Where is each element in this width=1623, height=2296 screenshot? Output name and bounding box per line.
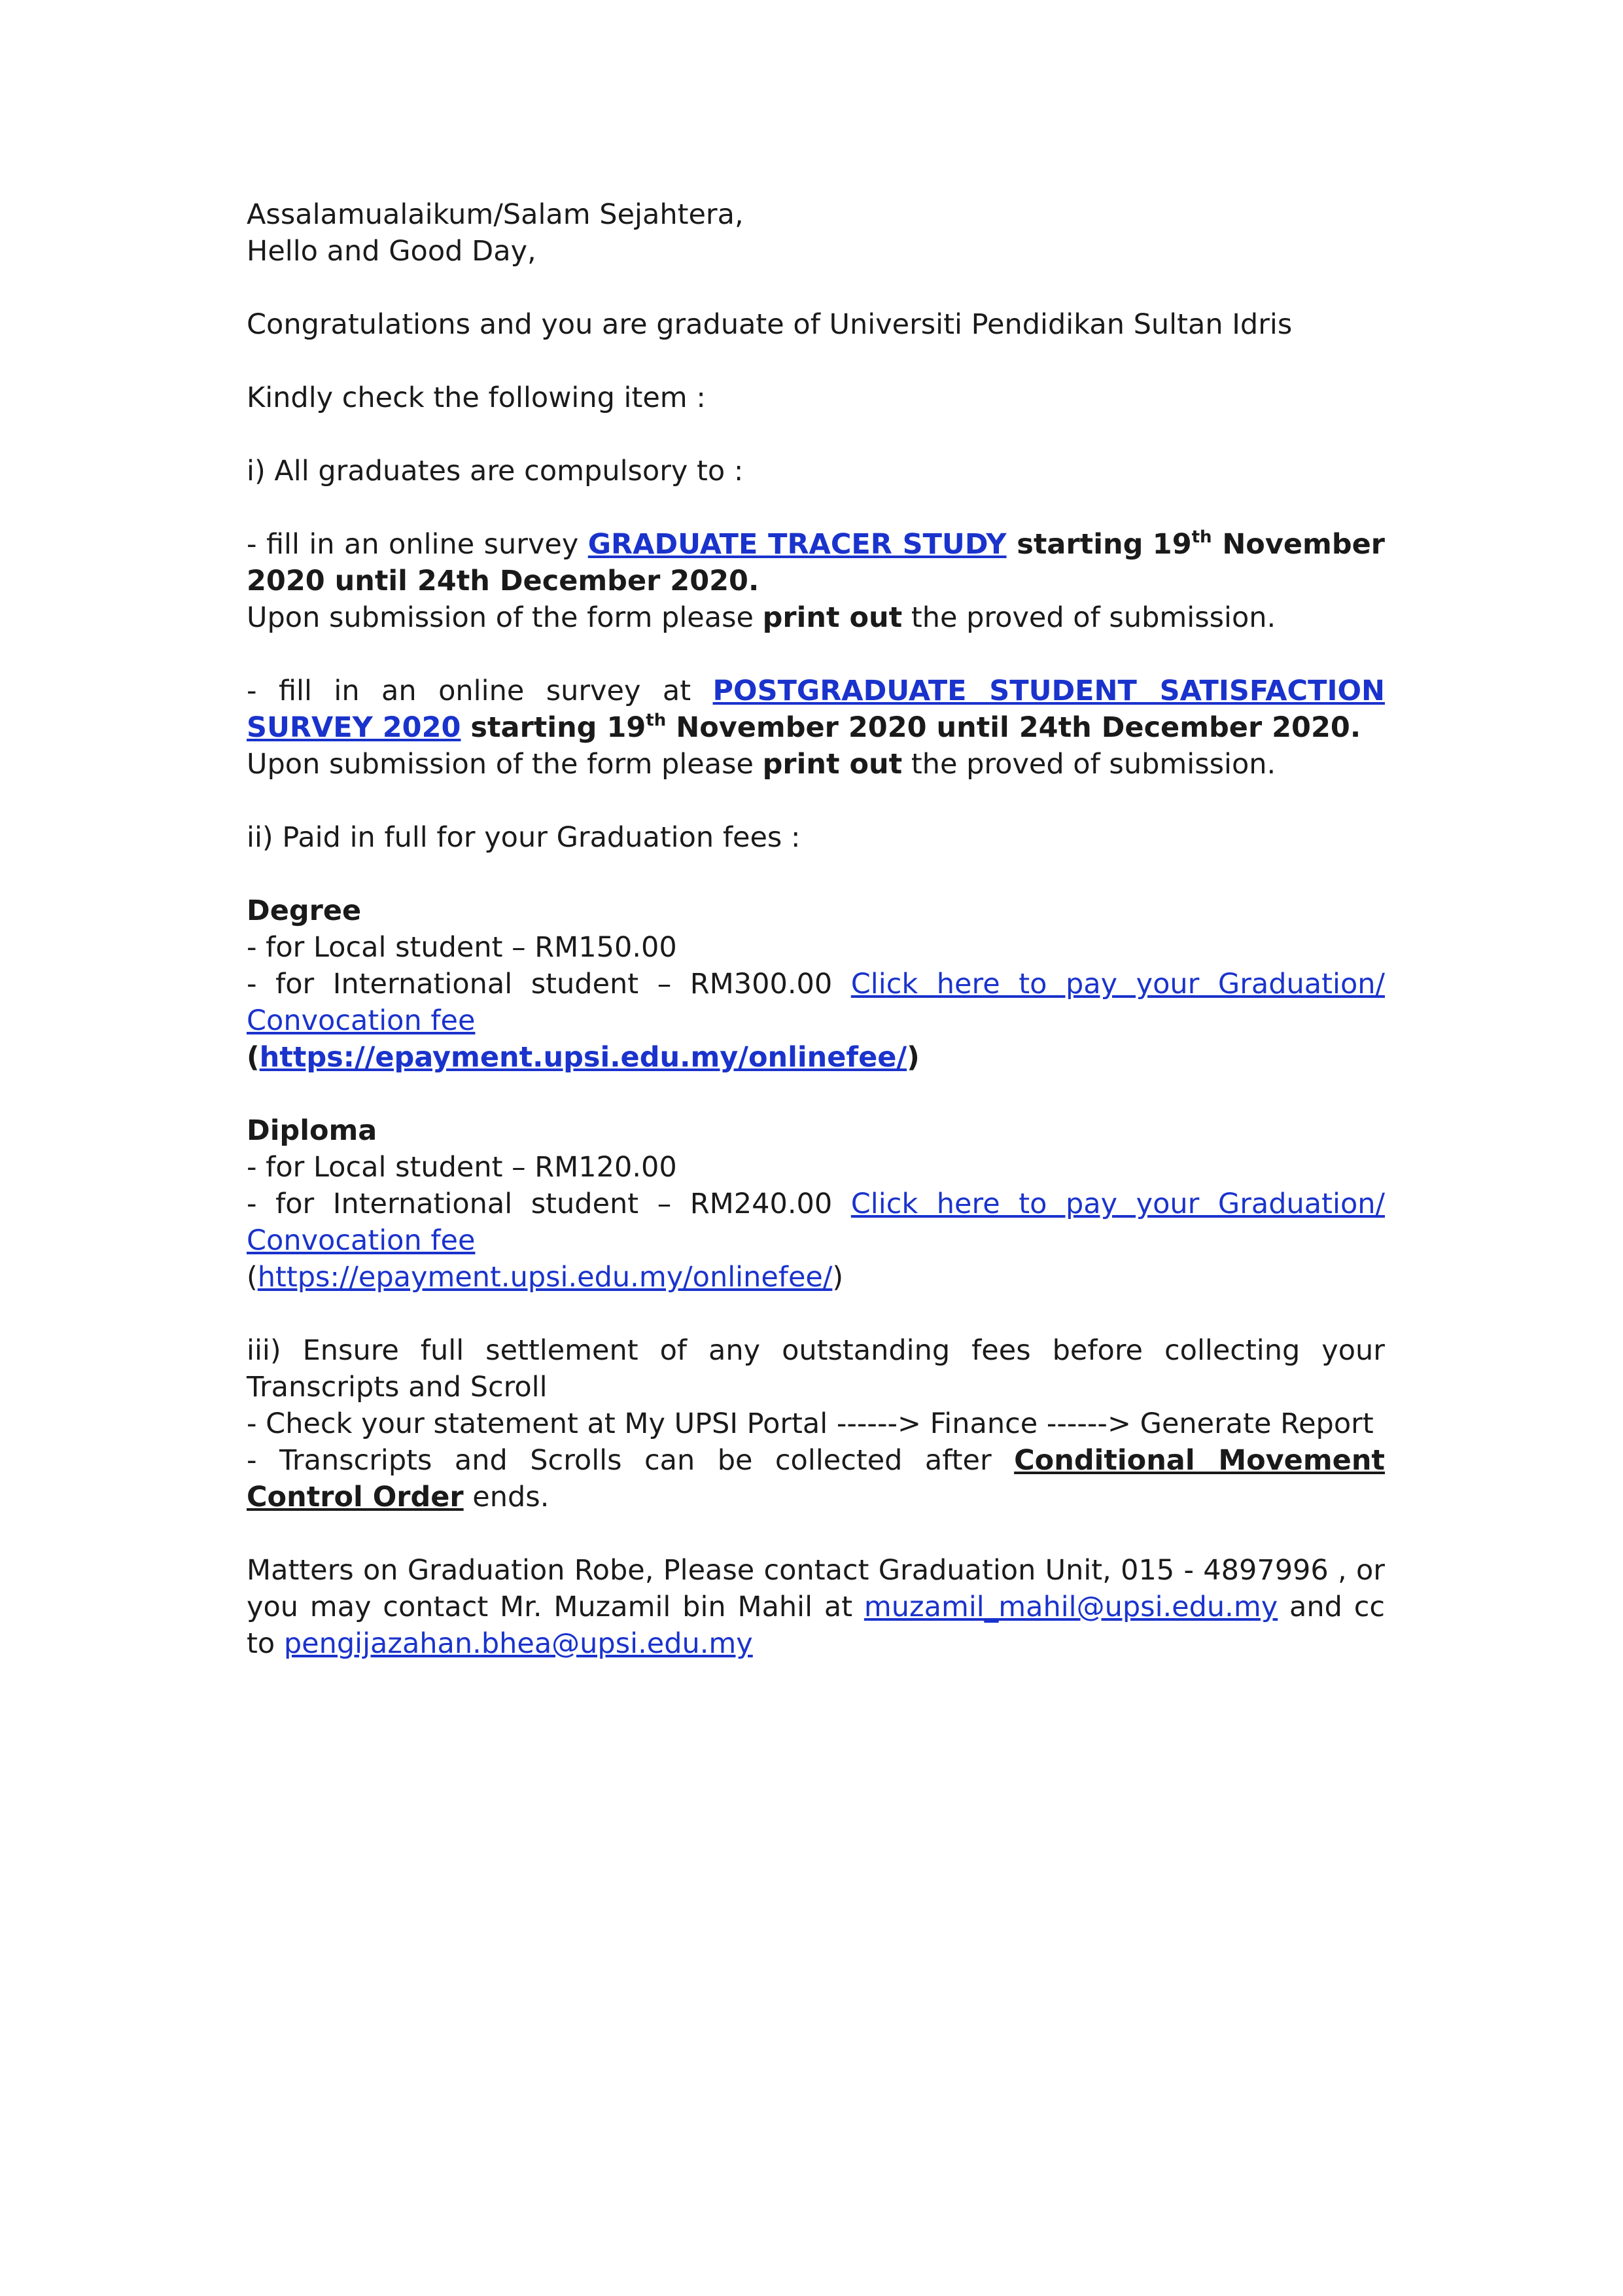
diploma-url-close: ) <box>832 1261 844 1294</box>
survey-2-note-bold: print out <box>762 748 903 781</box>
degree-local-fee: - for Local student – RM150.00 <box>247 931 677 964</box>
contact-text-a: Matters on Graduation Robe, Please contact Graduation Unit, 015 - 4897996 , or you may contact Mr. Muzamil bin Mahil at <box>247 1554 1385 1623</box>
diploma-payment-url <box>247 1259 1385 1296</box>
pengijazahan-email-link[interactable]: pengijazahan.bhea@upsi.edu.my <box>283 1627 753 1660</box>
letter-body <box>247 196 1385 1662</box>
degree-url-close: ) <box>907 1041 920 1074</box>
graduate-tracer-study-link[interactable]: GRADUATE TRACER STUDY <box>587 528 1007 561</box>
survey-1-note <box>247 599 1385 636</box>
survey-1-starting: starting <box>1006 528 1143 561</box>
congratulations-text: Congratulations and you are graduate of Universiti Pendidikan Sultan Idris <box>247 308 1293 341</box>
survey-1-start-day-suffix: th <box>1191 527 1212 547</box>
survey-2-paragraph <box>247 673 1385 746</box>
survey-1-start-day: 19 <box>1152 528 1192 561</box>
degree-payment-url <box>247 1039 1385 1076</box>
survey-2-note-text-b: the proved of submission. <box>902 748 1276 781</box>
survey-1-note-text-b: the proved of submission. <box>902 601 1276 634</box>
degree-epayment-link[interactable]: https://epayment.upsi.edu.my/onlinefee/ <box>259 1041 907 1074</box>
degree-heading: Degree <box>247 894 362 927</box>
diploma-local-fee: - for Local student – RM120.00 <box>247 1151 677 1184</box>
item-3-title: iii) Ensure full settlement of any outstanding fees before collecting your Transcripts and Scroll <box>247 1334 1385 1404</box>
diploma-pay-link[interactable]: Click here to pay your Graduation/ Convocation fee <box>247 1188 1386 1257</box>
cmco-text: Conditional Movement Control Order <box>247 1444 1385 1513</box>
survey-1-prefix: - fill in an online survey <box>247 528 588 561</box>
contact-text-b: and cc to <box>247 1591 1385 1660</box>
check-statement-text: - Check your statement at My UPSI Portal ------> Finance ------> Generate Report <box>247 1407 1374 1440</box>
diploma-epayment-link[interactable]: https://epayment.upsi.edu.my/onlinefee/ <box>257 1261 833 1294</box>
diploma-international-text: - for International student – RM240.00 <box>247 1188 851 1220</box>
transcripts-text-a: - Transcripts and Scrolls can be collected after <box>247 1444 1015 1477</box>
greeting-line-2: Hello and Good Day, <box>247 235 536 268</box>
kindly-check-text: Kindly check the following item : <box>247 381 706 414</box>
muzamil-email-link[interactable]: muzamil_mahil@upsi.edu.my <box>864 1591 1278 1623</box>
survey-1-note-text-a: Upon submission of the form please <box>247 601 763 634</box>
survey-1-dates: November 2020 until 24th December 2020. <box>247 528 1385 597</box>
postgraduate-satisfaction-survey-link[interactable]: POSTGRADUATE STUDENT SATISFACTION SURVEY 2020 <box>247 675 1385 744</box>
transcripts-text <box>247 1442 1385 1515</box>
item-1-title: i) All graduates are compulsory to : <box>247 455 744 487</box>
survey-2-starting: starting <box>461 711 607 744</box>
diploma-url-open: ( <box>247 1261 258 1294</box>
contact-paragraph <box>247 1552 1385 1662</box>
transcripts-text-b: ends. <box>463 1481 550 1513</box>
degree-pay-link[interactable]: Click here to pay your Graduation/ Convocation fee <box>247 968 1386 1037</box>
survey-2-note <box>247 746 1385 783</box>
survey-2-start-day: 19 <box>606 711 646 744</box>
survey-2-start-day-suffix: th <box>646 710 667 730</box>
degree-url-open: ( <box>247 1041 260 1074</box>
survey-2-dates: November 2020 until 24th December 2020. <box>666 711 1361 744</box>
survey-2-note-text-a: Upon submission of the form please <box>247 748 763 781</box>
survey-1-paragraph <box>247 526 1385 599</box>
greeting-line-1: Assalamualaikum/Salam Sejahtera, <box>247 198 744 231</box>
survey-1-note-bold: print out <box>762 601 903 634</box>
survey-2-prefix: - fill in an online survey at <box>247 675 713 707</box>
diploma-international-fee <box>247 1186 1385 1259</box>
diploma-heading: Diploma <box>247 1114 377 1147</box>
degree-international-fee <box>247 966 1385 1039</box>
degree-international-text: - for International student – RM300.00 <box>247 968 851 1000</box>
item-2-title: ii) Paid in full for your Graduation fees : <box>247 821 801 854</box>
